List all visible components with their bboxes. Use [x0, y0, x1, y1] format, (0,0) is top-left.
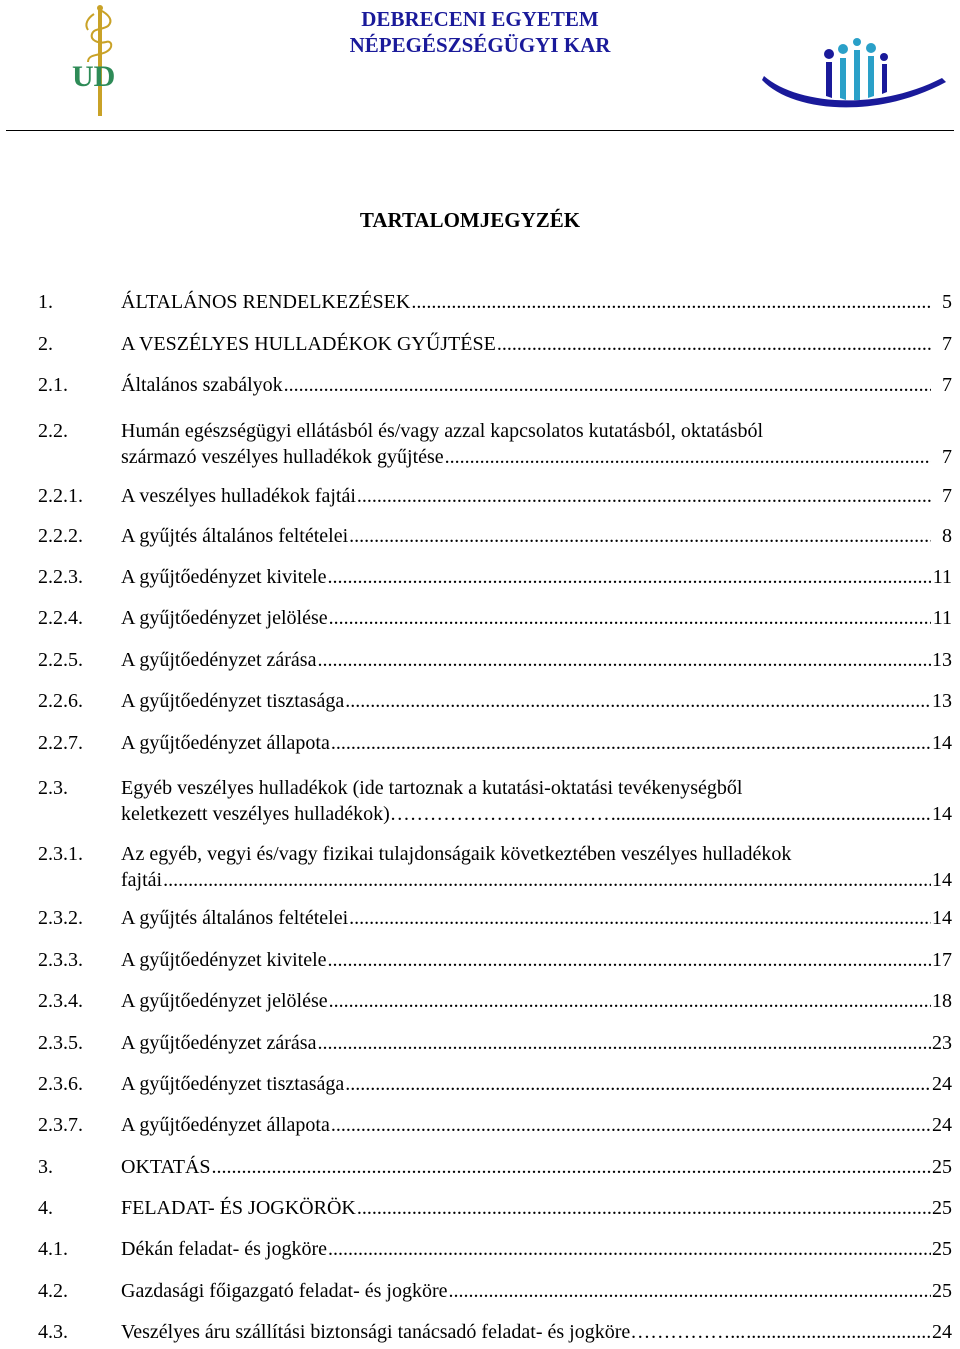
toc-entry-page-number: 17 [932, 949, 952, 971]
toc-entry-content [121, 607, 952, 630]
toc-entry-content [121, 1280, 952, 1303]
toc-entry-title-line: A gyűjtőedényzet tisztasága [121, 1073, 345, 1095]
faculty-logo-icon [756, 38, 950, 116]
toc-entry-title-line: A gyűjtőedényzet jelölése [121, 607, 328, 629]
toc-entry-content [121, 418, 952, 470]
dot-leader [345, 690, 931, 713]
toc-entry-title-line: Veszélyes áru szállítási biztonsági tanácsadó feladat- és jogköre……………... [121, 1321, 746, 1343]
toc-entry-content [121, 1197, 952, 1220]
dot-leader [331, 732, 931, 755]
toc-entry-leader-line [121, 1321, 952, 1344]
toc-entry-page-number: 25 [932, 1156, 952, 1178]
dot-leader [317, 1032, 931, 1055]
toc-entry-page-number: 18 [932, 990, 952, 1012]
toc-entry-title-line: A gyűjtőedényzet zárása [121, 1032, 317, 1054]
toc-entry-number: 4.3. [38, 1321, 68, 1343]
toc-entry-title-line: Egyéb veszélyes hulladékok (ide tartoznak a kutatási-oktatási tevékenységből [121, 777, 743, 799]
toc-entry-content [121, 1073, 952, 1096]
toc-entry-page-number: 13 [932, 690, 952, 712]
dot-leader [284, 374, 931, 397]
toc-entry-leader-line [121, 525, 952, 548]
dot-leader [329, 990, 931, 1013]
institution-name [300, 6, 660, 58]
dot-leader [497, 333, 931, 356]
toc-entry-number: 2.3.1. [38, 843, 83, 865]
dot-leader [329, 607, 931, 630]
toc-entry-leader-line [121, 485, 952, 508]
toc-entry-title-line: A gyűjtőedényzet zárása [121, 649, 317, 671]
toc-entry-title-line: ÁLTALÁNOS RENDELKEZÉSEK [121, 291, 411, 313]
toc-entry-title-line: Humán egészségügyi ellátásból és/vagy azzal kapcsolatos kutatásból, oktatásból [121, 420, 764, 442]
toc-entry-content [121, 1032, 952, 1055]
toc-entry-content [121, 1238, 952, 1261]
toc-entry-page-number: 25 [932, 1238, 952, 1260]
toc-entry-title-line: A gyűjtőedényzet kivitele [121, 949, 327, 971]
toc-entry-title-line: A gyűjtés általános feltételei [121, 907, 349, 929]
dot-leader [349, 907, 931, 930]
page-header [0, 0, 960, 134]
dot-leader [212, 1156, 931, 1179]
toc-entry-page-number: 11 [932, 607, 952, 629]
toc-entry-title-line: OKTATÁS [121, 1156, 211, 1178]
dot-leader [349, 525, 931, 548]
toc-entry-number: 2.2. [38, 420, 68, 442]
toc-entry-title-line: származó veszélyes hulladékok gyűjtése [121, 446, 444, 468]
toc-entry-leader-line [121, 801, 952, 827]
toc-entry-title-line: A gyűjtőedényzet jelölése [121, 990, 328, 1012]
toc-entry-number: 1. [38, 291, 53, 313]
dot-leader [331, 1114, 931, 1137]
toc-entry-leader-line [121, 444, 952, 470]
dot-leader [445, 444, 931, 470]
toc-entry-number: 2.3. [38, 777, 68, 799]
toc-entry-leader-line [121, 1114, 952, 1137]
toc-entry-title-line: Általános szabályok [121, 374, 283, 396]
toc-entry-page-number: 14 [932, 907, 952, 929]
toc-entry-content [121, 841, 952, 893]
dot-leader [328, 949, 932, 972]
toc-entry-title-line: A gyűjtés általános feltételei [121, 525, 349, 547]
toc-entry-content [121, 1114, 952, 1137]
toc-entry-title-line: A gyűjtőedényzet kivitele [121, 566, 327, 588]
toc-entry-page-number: 14 [932, 869, 952, 891]
toc-entry-content [121, 374, 952, 397]
toc-entry-content [121, 775, 952, 827]
toc-entry-content [121, 907, 952, 930]
toc-entry-page-number: 7 [942, 374, 952, 396]
toc-entry-title-line: Az egyéb, vegyi és/vagy fizikai tulajdonságaik következtében veszélyes hulladékok [121, 843, 792, 865]
toc-entry-content [121, 949, 952, 972]
toc-entry-page-number: 14 [932, 803, 952, 825]
toc-entry-content [121, 1321, 952, 1344]
toc-entry-page-number: 25 [932, 1280, 952, 1302]
dot-leader [345, 1073, 931, 1096]
toc-entry-title-line: keletkezett veszélyes hulladékok)…………………………… [121, 803, 610, 825]
toc-entry-title-line: Gazdasági főigazgató feladat- és jogköre [121, 1280, 448, 1302]
toc-entry-leader-line [121, 1280, 952, 1303]
dot-leader [357, 485, 931, 508]
toc-entry-number: 2.3.3. [38, 949, 83, 971]
toc-entry-content [121, 649, 952, 672]
toc-entry-leader-line [121, 566, 952, 589]
dot-leader [163, 867, 931, 893]
toc-entry-number: 2.3.7. [38, 1114, 83, 1136]
toc-entry-leader-line [121, 990, 952, 1013]
toc-entry-content [121, 1156, 952, 1179]
toc-entry-leader-line [121, 690, 952, 713]
toc-entry-number: 2.2.2. [38, 525, 83, 547]
toc-entry-title-line: A veszélyes hulladékok fajtái [121, 485, 356, 507]
toc-entry-leader-line [121, 949, 952, 972]
toc-entry-page-number: 7 [942, 485, 952, 507]
toc-entry-page-number: 24 [932, 1321, 952, 1343]
toc-entry-number: 2.3.5. [38, 1032, 83, 1054]
toc-entry-content [121, 566, 952, 589]
toc-entry-number: 2.2.5. [38, 649, 83, 671]
toc-entry-number: 2.2.6. [38, 690, 83, 712]
dot-leader [317, 649, 931, 672]
toc-entry-page-number: 13 [932, 649, 952, 671]
toc-entry-content [121, 291, 952, 314]
toc-entry-number: 4. [38, 1197, 53, 1219]
toc-entry-leader-line [121, 1197, 952, 1220]
toc-entry-leader-line [121, 291, 952, 314]
toc-entry-leader-line [121, 907, 952, 930]
toc-entry-title-line: A gyűjtőedényzet tisztasága [121, 690, 345, 712]
toc-entry-leader-line [121, 333, 952, 356]
toc-entry-number: 2.2.4. [38, 607, 83, 629]
toc-entry-content [121, 525, 952, 548]
toc-entry-page-number: 5 [942, 291, 952, 313]
toc-entry-number: 2.3.4. [38, 990, 83, 1012]
institution-line-1: DEBRECENI EGYETEM [361, 7, 599, 31]
dot-leader [328, 566, 932, 589]
header-divider [6, 130, 954, 131]
toc-entry-leader-line [121, 1073, 952, 1096]
toc-entry-page-number: 23 [932, 1032, 952, 1054]
toc-entry-page-number: 11 [932, 566, 952, 588]
toc-entry-leader-line [121, 649, 952, 672]
institution-line-2: NÉPEGÉSZSÉGÜGYI KAR [349, 33, 611, 57]
toc-entry-page-number: 14 [932, 732, 952, 754]
toc-entry-leader-line [121, 867, 952, 893]
university-logo-icon [58, 4, 128, 122]
dot-leader [746, 1321, 931, 1344]
toc-entry-content [121, 485, 952, 508]
toc-entry-content [121, 990, 952, 1013]
toc-entry-number: 2. [38, 333, 53, 355]
toc-entry-number: 3. [38, 1156, 53, 1178]
toc-entry-title-line: A VESZÉLYES HULLADÉKOK GYŰJTÉSE [121, 333, 496, 355]
toc-entry-number: 2.2.7. [38, 732, 83, 754]
toc-entry-leader-line [121, 1032, 952, 1055]
dot-leader [611, 801, 931, 827]
toc-entry-number: 2.3.6. [38, 1073, 83, 1095]
toc-entry-title-line: fajtái [121, 869, 163, 891]
dot-leader [328, 1238, 931, 1261]
toc-entry-title-line: Dékán feladat- és jogköre [121, 1238, 328, 1260]
toc-entry-title-line: FELADAT- ÉS JOGKÖRÖK [121, 1197, 356, 1219]
toc-entry-title-line: A gyűjtőedényzet állapota [121, 1114, 330, 1136]
toc-entry-content [121, 690, 952, 713]
toc-entry-leader-line [121, 732, 952, 755]
toc-title: TARTALOMJEGYZÉK [359, 208, 581, 232]
dot-leader [411, 291, 931, 314]
toc-entry-leader-line [121, 1238, 952, 1261]
toc-entry-page-number: 8 [942, 525, 952, 547]
toc-entry-number: 2.2.1. [38, 485, 83, 507]
toc-entry-leader-line [121, 1156, 952, 1179]
toc-entry-page-number: 7 [942, 333, 952, 355]
toc-entry-page-number: 24 [932, 1073, 952, 1095]
toc-entry-content [121, 732, 952, 755]
toc-entry-leader-line [121, 607, 952, 630]
toc-entry-number: 2.1. [38, 374, 68, 396]
toc-entry-page-number: 7 [942, 446, 952, 468]
toc-entry-page-number: 25 [932, 1197, 952, 1219]
toc-entry-page-number: 24 [932, 1114, 952, 1136]
toc-entry-number: 4.1. [38, 1238, 68, 1260]
dot-leader [449, 1280, 931, 1303]
toc-entry-title-line: A gyűjtőedényzet állapota [121, 732, 330, 754]
toc-entry-number: 4.2. [38, 1280, 68, 1302]
toc-entry-leader-line [121, 374, 952, 397]
toc-entry-content [121, 333, 952, 356]
dot-leader [357, 1197, 931, 1220]
svg-text:UD: UD [72, 60, 116, 93]
toc-entry-number: 2.2.3. [38, 566, 83, 588]
toc-entry-number: 2.3.2. [38, 907, 83, 929]
